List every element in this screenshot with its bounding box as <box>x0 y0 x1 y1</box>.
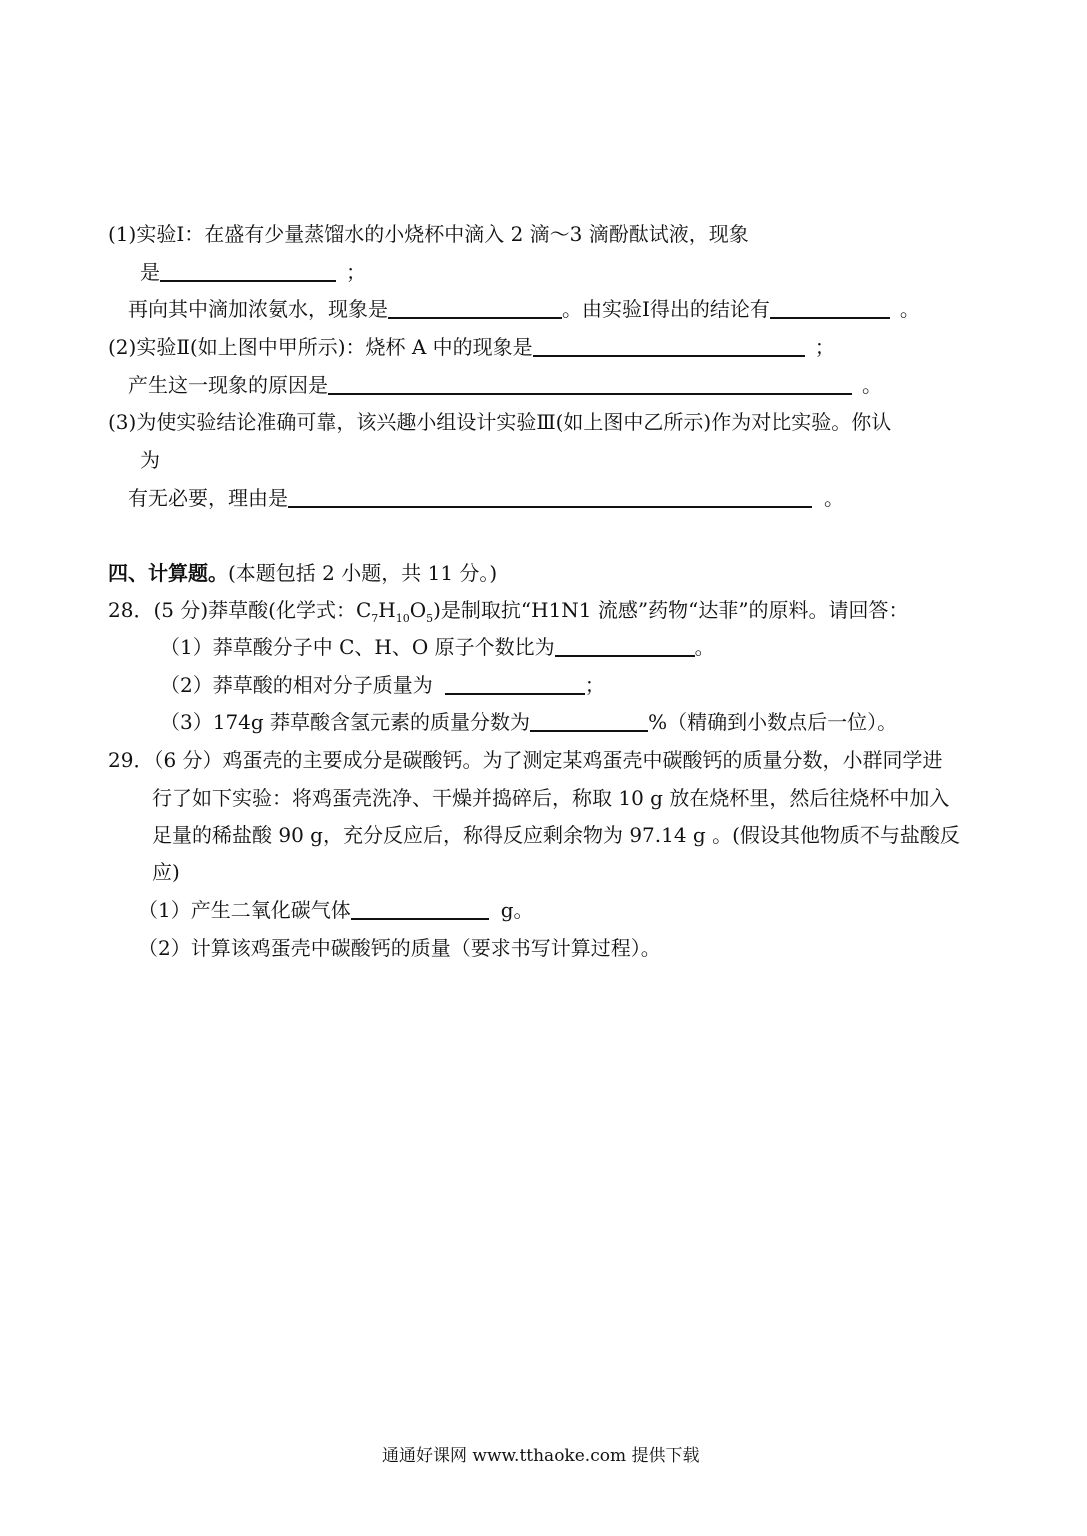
answer-blank[interactable] <box>445 673 585 695</box>
q29-sub2: （2）计算该鸡蛋壳中碳酸钙的质量（要求书写计算过程）。 <box>138 936 661 960</box>
q27-part3-line2: 为 <box>140 448 160 472</box>
answer-blank[interactable] <box>555 635 695 657</box>
q28-sub2: （2）莽草酸的相对分子质量为 ； <box>160 673 605 697</box>
answer-blank[interactable] <box>388 297 562 319</box>
answer-blank[interactable] <box>288 486 812 508</box>
answer-blank[interactable] <box>351 898 489 920</box>
page-footer: 通通好课网 www.tthaoke.com 提供下载 <box>382 1446 700 1466</box>
answer-blank[interactable] <box>770 297 890 319</box>
q27-part3-line1: (3)为使实验结论准确可靠，该兴趣小组设计实验Ⅲ(如上图中乙所示)作为对比实验。你认 <box>108 410 892 434</box>
answer-blank[interactable] <box>328 373 852 395</box>
q29-stem-line4: 应) <box>152 860 180 884</box>
q29-sub1: （1）产生二氧化碳气体 g。 <box>138 898 534 922</box>
q28-sub3: （3）174g 莽草酸含氢元素的质量分数为 %（精确到小数点后一位）。 <box>160 710 898 734</box>
q28-stem: 28．(5 分)莽草酸(化学式：$C_7H_{10}O_5$)是制取抗“H1N1 流感”药物“达菲”的原料。请回答： <box>108 598 909 625</box>
q27-part2-line2: 产生这一现象的原因是 。 <box>128 373 882 397</box>
q28-sub1: （1）莽草酸分子中 C、H、O 原子个数比为 。 <box>160 635 715 659</box>
section-heading: 四、计算题。(本题包括 2 小题，共 11 分。) <box>108 561 498 585</box>
answer-blank[interactable] <box>160 260 336 282</box>
q27-part1-line3: 再向其中滴加浓氨水，现象是 。由实验Ⅰ得出的结论有 。 <box>128 297 920 321</box>
q27-part1-line1: (1)实验Ⅰ：在盛有少量蒸馏水的小烧杯中滴入 2 滴～3 滴酚酞试液，现象 <box>108 222 749 246</box>
q29-stem-line3: 足量的稀盐酸 90 g，充分反应后，称得反应剩余物为 97.14 g 。(假设其他物质不与盐酸反 <box>152 823 960 847</box>
answer-blank[interactable] <box>530 710 648 732</box>
q29-stem-line1: 29．（6 分）鸡蛋壳的主要成分是碳酸钙。为了测定某鸡蛋壳中碳酸钙的质量分数，小群同学进 <box>108 748 943 772</box>
q27-part1-line2: 是 ； <box>140 260 366 284</box>
q27-part2-line1: (2)实验Ⅱ(如上图中甲所示)：烧杯 A 中的现象是 ； <box>108 335 835 359</box>
q27-part3-line3: 有无必要，理由是 。 <box>128 486 844 510</box>
q29-stem-line2: 行了如下实验：将鸡蛋壳洗净、干燥并捣碎后，称取 10 g 放在烧杯里，然后往烧杯中加入 <box>152 786 950 810</box>
answer-blank[interactable] <box>533 335 805 357</box>
